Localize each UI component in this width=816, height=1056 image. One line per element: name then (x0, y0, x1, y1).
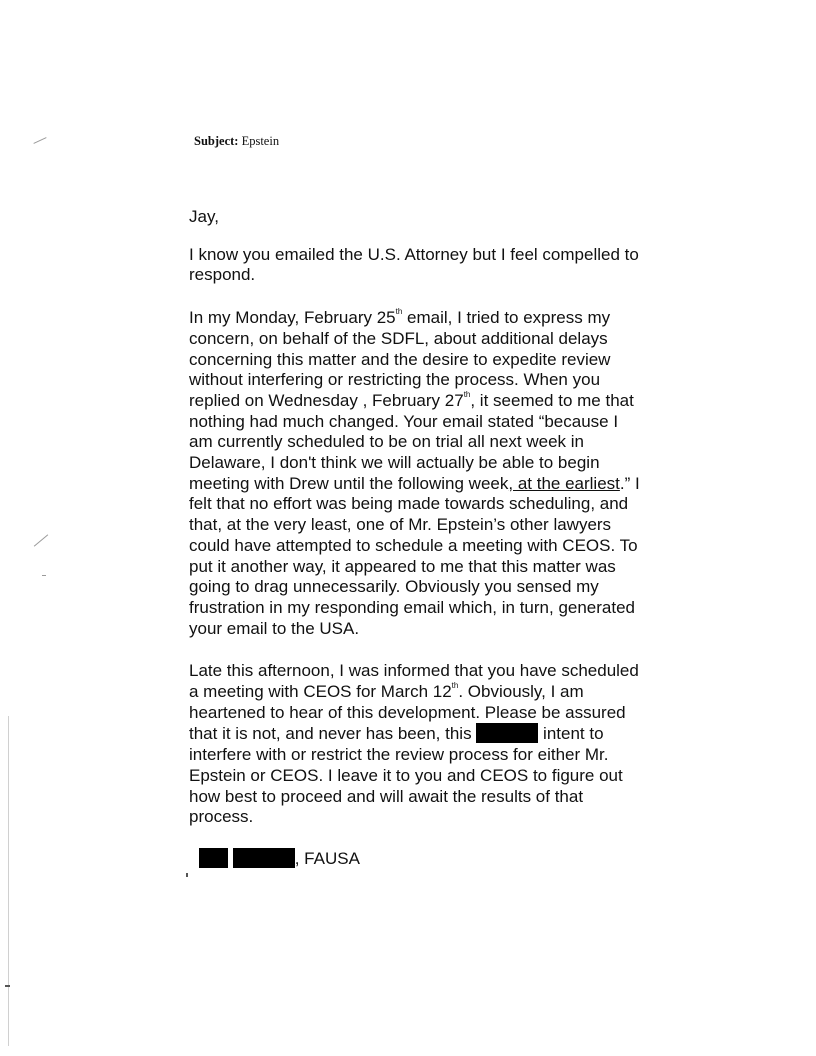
ordinal-suffix: th (451, 681, 459, 691)
redaction-bar (199, 848, 228, 868)
ordinal-suffix: th (463, 389, 471, 399)
email-subject (194, 134, 279, 149)
scan-speck (34, 534, 48, 546)
paragraph-2-part-a: In my Monday, February 25 (189, 308, 396, 328)
scan-speck (186, 873, 188, 877)
salutation: Jay, (189, 207, 219, 226)
underlined-quote: , at the earliest (508, 473, 620, 493)
subject-value: Epstein (241, 134, 280, 148)
paragraph-3-part-b: . Obviously, I am heartened to hear of this development. Please be assured that it is not, and never has been, this (189, 682, 626, 744)
paragraph-2-part-d: .” I felt that no effort was being made towards scheduling, and that, at the very least, one of Mr. Epstein’s other lawyers could have attempted to schedule a meeting with CEOS. To put it another way, it appeared to me that this matter was going to drag unnecessarily. Obviously you sensed my frustration in my responding email which, in turn, generated your email to the USA. (189, 473, 640, 638)
paragraph-2-part-b: email, I tried to express my concern, on behalf of the SDFL, about additional delays concerning this matter and the desire to expedite review without interfering or restricting the process. When you replied on Wednesday , February 27 (189, 308, 611, 410)
paragraph-2 (189, 308, 641, 639)
redaction-bar (476, 723, 538, 743)
paragraph-2-part-c: , it seemed to me that nothing had much changed. Your email stated “because I am currently scheduled to be on trial all next week in Delaware, I don't think we will actually be able to begin meeting with Drew until the following week (189, 390, 634, 493)
scan-speck (42, 575, 46, 576)
ordinal-suffix: th (395, 307, 403, 317)
scan-edge-line (8, 716, 9, 1046)
redaction-bar (233, 848, 295, 868)
signature (189, 848, 641, 870)
scan-speck (5, 985, 10, 987)
paragraph-3-part-a: Late this afternoon, I was informed that you have scheduled a meeting with CEOS for March 12 (189, 661, 639, 702)
scan-speck (33, 137, 46, 144)
paragraph-1: I know you emailed the U.S. Attorney but I feel compelled to respond. (189, 244, 639, 285)
paragraph-3-part-c: intent to interfere with or restrict the review process for either Mr. Epstein or CEOS. I leave it to you and CEOS to figure out how best to proceed and will await the results of that process. (189, 724, 623, 827)
signature-title: , FAUSA (294, 848, 360, 868)
paragraph-3 (189, 661, 641, 828)
letter-body (189, 207, 641, 892)
subject-label: Subject: (194, 134, 239, 148)
